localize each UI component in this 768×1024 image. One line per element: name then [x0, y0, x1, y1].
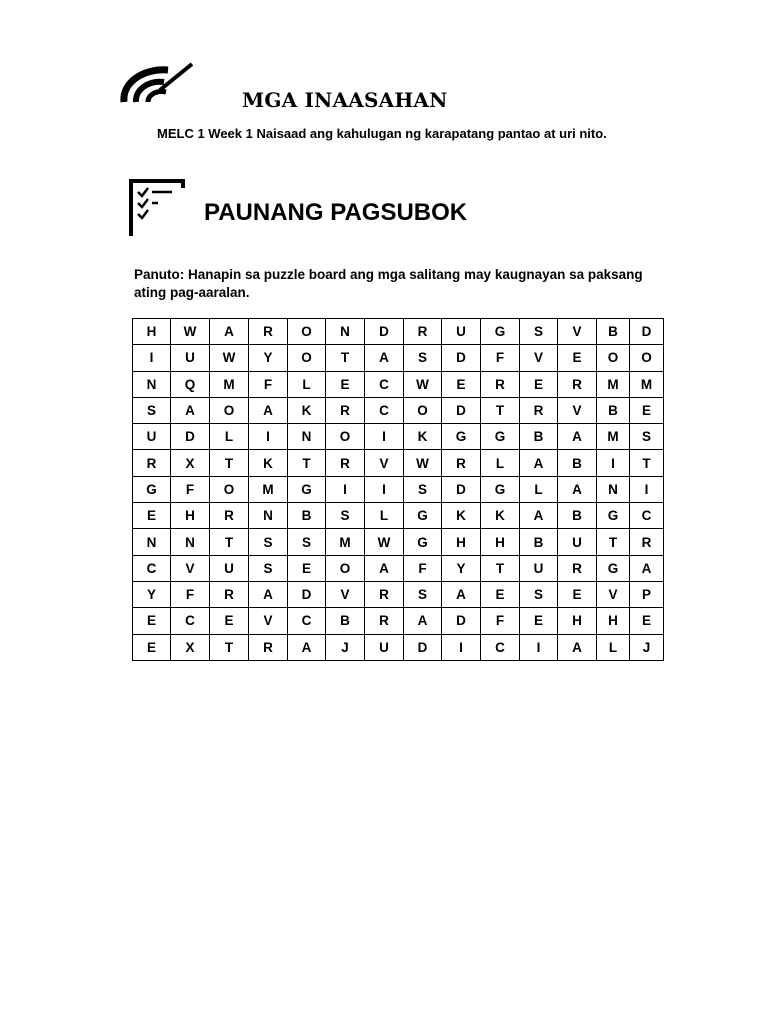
- grid-cell: H: [597, 608, 630, 634]
- grid-cell: A: [558, 424, 597, 450]
- grid-cell: S: [133, 397, 171, 423]
- grid-cell: W: [404, 371, 442, 397]
- grid-cell: R: [365, 581, 404, 607]
- grid-cell: H: [481, 529, 520, 555]
- grid-cell: E: [133, 634, 171, 660]
- grid-cell: S: [404, 345, 442, 371]
- grid-cell: M: [597, 371, 630, 397]
- grid-cell: D: [442, 397, 481, 423]
- grid-cell: X: [171, 450, 210, 476]
- grid-cell: B: [597, 319, 630, 345]
- grid-cell: C: [288, 608, 326, 634]
- wireless-signal-icon: [116, 60, 196, 106]
- grid-cell: A: [171, 397, 210, 423]
- grid-cell: A: [520, 450, 558, 476]
- grid-cell: R: [326, 450, 365, 476]
- grid-cell: I: [597, 450, 630, 476]
- grid-cell: K: [249, 450, 288, 476]
- grid-cell: I: [249, 424, 288, 450]
- grid-cell: U: [442, 319, 481, 345]
- grid-cell: N: [133, 371, 171, 397]
- grid-cell: T: [481, 555, 520, 581]
- grid-cell: A: [365, 345, 404, 371]
- grid-cell: R: [404, 319, 442, 345]
- grid-cell: A: [520, 503, 558, 529]
- grid-cell: A: [249, 397, 288, 423]
- grid-cell: T: [597, 529, 630, 555]
- grid-cell: T: [481, 397, 520, 423]
- grid-cell: M: [630, 371, 664, 397]
- grid-cell: G: [442, 424, 481, 450]
- grid-cell: L: [210, 424, 249, 450]
- grid-cell: A: [558, 476, 597, 502]
- grid-cell: D: [630, 319, 664, 345]
- grid-cell: H: [133, 319, 171, 345]
- grid-cell: S: [404, 476, 442, 502]
- grid-cell: U: [210, 555, 249, 581]
- grid-cell: T: [210, 450, 249, 476]
- grid-cell: J: [630, 634, 664, 660]
- grid-cell: B: [520, 424, 558, 450]
- grid-row: [133, 555, 664, 581]
- grid-cell: N: [171, 529, 210, 555]
- grid-cell: R: [326, 397, 365, 423]
- grid-cell: H: [171, 503, 210, 529]
- grid-cell: M: [597, 424, 630, 450]
- grid-cell: I: [630, 476, 664, 502]
- grid-cell: A: [558, 634, 597, 660]
- grid-cell: L: [288, 371, 326, 397]
- grid-cell: E: [133, 503, 171, 529]
- grid-cell: F: [171, 581, 210, 607]
- grid-cell: G: [481, 476, 520, 502]
- grid-cell: V: [365, 450, 404, 476]
- grid-cell: I: [520, 634, 558, 660]
- grid-cell: P: [630, 581, 664, 607]
- grid-row: [133, 503, 664, 529]
- grid-cell: O: [210, 397, 249, 423]
- grid-cell: B: [558, 503, 597, 529]
- grid-cell: G: [133, 476, 171, 502]
- grid-cell: W: [365, 529, 404, 555]
- grid-cell: F: [249, 371, 288, 397]
- grid-cell: C: [365, 371, 404, 397]
- grid-cell: A: [249, 581, 288, 607]
- grid-cell: T: [210, 634, 249, 660]
- grid-cell: C: [365, 397, 404, 423]
- grid-cell: V: [597, 581, 630, 607]
- grid-cell: N: [597, 476, 630, 502]
- grid-cell: E: [520, 371, 558, 397]
- grid-cell: V: [558, 319, 597, 345]
- grid-cell: B: [520, 529, 558, 555]
- grid-cell: G: [481, 424, 520, 450]
- grid-cell: R: [520, 397, 558, 423]
- grid-row: [133, 371, 664, 397]
- grid-cell: E: [288, 555, 326, 581]
- grid-cell: R: [210, 581, 249, 607]
- grid-cell: A: [404, 608, 442, 634]
- grid-cell: L: [481, 450, 520, 476]
- grid-cell: K: [442, 503, 481, 529]
- grid-cell: D: [442, 345, 481, 371]
- grid-cell: D: [288, 581, 326, 607]
- grid-cell: C: [630, 503, 664, 529]
- grid-row: [133, 581, 664, 607]
- grid-cell: V: [249, 608, 288, 634]
- grid-cell: F: [481, 608, 520, 634]
- grid-cell: T: [210, 529, 249, 555]
- grid-row: [133, 529, 664, 555]
- grid-cell: O: [404, 397, 442, 423]
- grid-cell: U: [171, 345, 210, 371]
- grid-cell: F: [171, 476, 210, 502]
- grid-row: [133, 634, 664, 660]
- grid-cell: B: [288, 503, 326, 529]
- grid-cell: V: [520, 345, 558, 371]
- grid-cell: D: [171, 424, 210, 450]
- checklist-icon: [128, 178, 186, 238]
- grid-cell: N: [249, 503, 288, 529]
- grid-cell: S: [249, 529, 288, 555]
- grid-cell: M: [249, 476, 288, 502]
- grid-cell: E: [520, 608, 558, 634]
- grid-cell: N: [288, 424, 326, 450]
- grid-cell: W: [171, 319, 210, 345]
- page-title: MGA INAASAHAN: [242, 88, 448, 112]
- grid-cell: S: [520, 319, 558, 345]
- grid-row: [133, 345, 664, 371]
- grid-cell: B: [326, 608, 365, 634]
- grid-cell: S: [520, 581, 558, 607]
- grid-cell: W: [210, 345, 249, 371]
- grid-cell: G: [481, 319, 520, 345]
- grid-cell: E: [210, 608, 249, 634]
- grid-cell: R: [481, 371, 520, 397]
- grid-cell: Q: [171, 371, 210, 397]
- grid-cell: S: [404, 581, 442, 607]
- instructions: Panuto: Hanapin sa puzzle board ang mga salitang may kaugnayan sa paksang ating pag-aaralan.: [134, 267, 643, 300]
- grid-cell: F: [481, 345, 520, 371]
- grid-cell: B: [597, 397, 630, 423]
- grid-cell: O: [210, 476, 249, 502]
- grid-cell: O: [288, 319, 326, 345]
- grid-cell: Y: [133, 581, 171, 607]
- grid-cell: X: [171, 634, 210, 660]
- grid-cell: G: [404, 529, 442, 555]
- grid-cell: G: [404, 503, 442, 529]
- grid-cell: A: [210, 319, 249, 345]
- grid-cell: D: [365, 319, 404, 345]
- grid-cell: A: [442, 581, 481, 607]
- grid-row: [133, 319, 664, 345]
- grid-cell: R: [249, 319, 288, 345]
- grid-cell: K: [288, 397, 326, 423]
- grid-cell: H: [558, 608, 597, 634]
- grid-cell: V: [171, 555, 210, 581]
- grid-cell: E: [558, 345, 597, 371]
- grid-cell: E: [326, 371, 365, 397]
- grid-cell: U: [365, 634, 404, 660]
- grid-cell: S: [630, 424, 664, 450]
- grid-cell: L: [520, 476, 558, 502]
- grid-row: [133, 608, 664, 634]
- grid-row: [133, 450, 664, 476]
- grid-cell: C: [133, 555, 171, 581]
- grid-cell: E: [133, 608, 171, 634]
- grid-cell: I: [326, 476, 365, 502]
- grid-cell: T: [326, 345, 365, 371]
- grid-cell: E: [442, 371, 481, 397]
- grid-cell: G: [288, 476, 326, 502]
- grid-cell: R: [442, 450, 481, 476]
- grid-cell: M: [210, 371, 249, 397]
- grid-row: [133, 397, 664, 423]
- grid-cell: I: [365, 424, 404, 450]
- grid-cell: A: [288, 634, 326, 660]
- grid-cell: O: [326, 424, 365, 450]
- grid-cell: G: [597, 555, 630, 581]
- grid-cell: S: [326, 503, 365, 529]
- grid-cell: J: [326, 634, 365, 660]
- grid-cell: I: [442, 634, 481, 660]
- grid-cell: R: [630, 529, 664, 555]
- grid-cell: K: [481, 503, 520, 529]
- grid-cell: F: [404, 555, 442, 581]
- grid-cell: T: [288, 450, 326, 476]
- grid-cell: A: [365, 555, 404, 581]
- grid-cell: I: [133, 345, 171, 371]
- grid-cell: Y: [442, 555, 481, 581]
- grid-cell: K: [404, 424, 442, 450]
- grid-cell: R: [365, 608, 404, 634]
- grid-row: [133, 424, 664, 450]
- grid-cell: U: [133, 424, 171, 450]
- grid-cell: C: [481, 634, 520, 660]
- grid-cell: O: [630, 345, 664, 371]
- grid-cell: R: [558, 555, 597, 581]
- grid-cell: L: [597, 634, 630, 660]
- grid-row: [133, 476, 664, 502]
- grid-cell: W: [404, 450, 442, 476]
- grid-cell: B: [558, 450, 597, 476]
- word-search-grid: [132, 318, 664, 661]
- melc-objective: MELC 1 Week 1 Naisaad ang kahulugan ng karapatang pantao at uri nito.: [157, 126, 607, 141]
- grid-cell: N: [133, 529, 171, 555]
- grid-cell: V: [326, 581, 365, 607]
- grid-cell: U: [558, 529, 597, 555]
- grid-cell: R: [249, 634, 288, 660]
- grid-cell: M: [326, 529, 365, 555]
- grid-cell: E: [558, 581, 597, 607]
- grid-cell: T: [630, 450, 664, 476]
- grid-cell: E: [630, 608, 664, 634]
- grid-cell: I: [365, 476, 404, 502]
- grid-cell: Y: [249, 345, 288, 371]
- grid-cell: R: [558, 371, 597, 397]
- grid-cell: O: [597, 345, 630, 371]
- grid-cell: R: [210, 503, 249, 529]
- grid-cell: L: [365, 503, 404, 529]
- grid-cell: S: [249, 555, 288, 581]
- section-title: PAUNANG PAGSUBOK: [204, 199, 468, 226]
- grid-cell: R: [133, 450, 171, 476]
- grid-cell: S: [288, 529, 326, 555]
- grid-cell: E: [630, 397, 664, 423]
- grid-cell: C: [171, 608, 210, 634]
- grid-cell: O: [288, 345, 326, 371]
- grid-cell: U: [520, 555, 558, 581]
- grid-cell: A: [630, 555, 664, 581]
- grid-cell: D: [442, 476, 481, 502]
- grid-cell: N: [326, 319, 365, 345]
- grid-cell: G: [597, 503, 630, 529]
- grid-cell: O: [326, 555, 365, 581]
- grid-cell: D: [442, 608, 481, 634]
- grid-cell: V: [558, 397, 597, 423]
- grid-cell: H: [442, 529, 481, 555]
- grid-cell: D: [404, 634, 442, 660]
- grid-cell: E: [481, 581, 520, 607]
